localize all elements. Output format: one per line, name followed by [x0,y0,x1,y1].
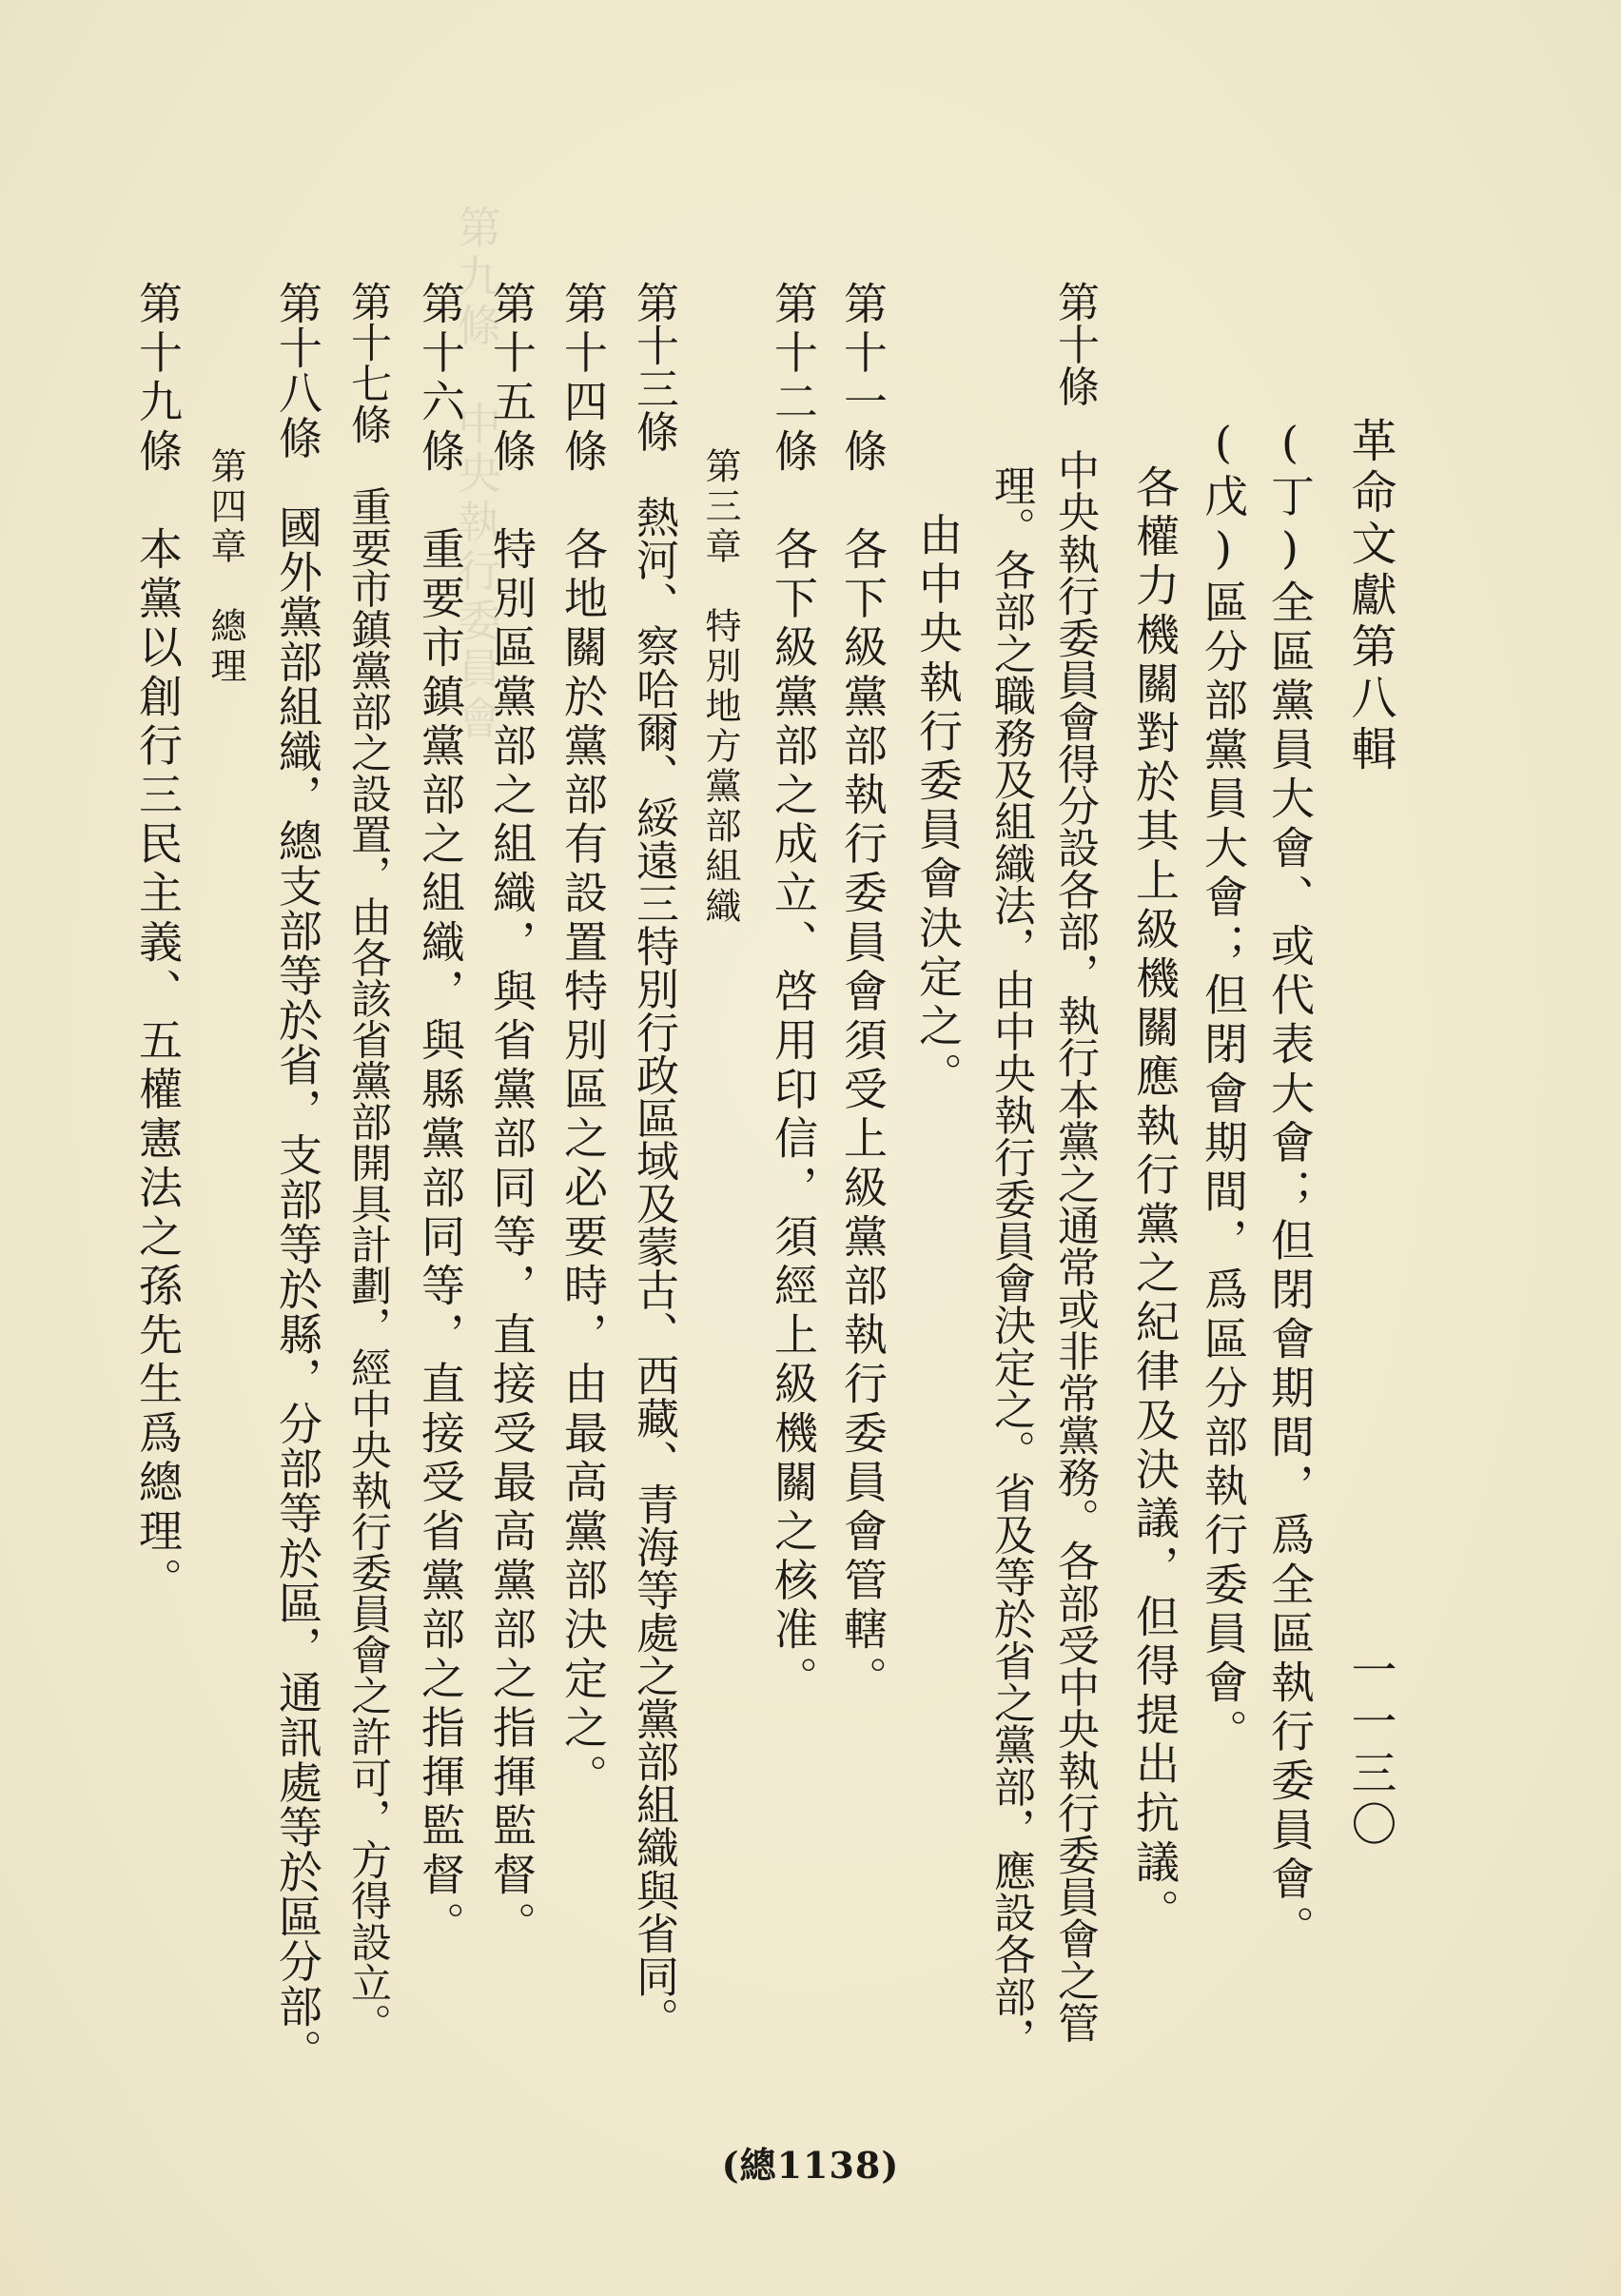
article-19: 第十九條 本黨以創行三民主義、五權憲法之孫先生爲總理。 [132,281,184,1607]
article-10-cont: 理。各部之職務及組織法，由中央執行委員會決定之。省及等於省之黨部，應設各部， [986,464,1035,2059]
chapter-3-heading: 第三章 特別地方黨部組織 [699,447,741,927]
chapter-4-heading: 第四章 總理 [205,447,246,687]
text-line-1: (丁)全區黨員大會、或代表大會；但閉會期間，爲全區執行委員會。 [1264,417,1316,1954]
article-15: 第十五條 特別區黨部之組織，與省黨部同等，直接受最高黨部之指揮監督。 [486,281,537,1951]
article-18: 第十八條 國外黨部組織，總支部等於省，支部等於縣，分部等於區，通訊處等於區分部。 [272,281,323,2073]
article-17: 第十七條 重要市鎮黨部之設置，由各該省黨部開具計劃，經中央執行委員會之許可，方得設立。 [344,281,392,2045]
text-line-2: (戊)區分部黨員大會；但閉會期間，爲區分部執行委員會。 [1198,417,1249,1758]
folio-number: (總1138) [721,2144,900,2187]
article-13: 第十三條 熱河、察哈爾、綏遠三特別行政區域及蒙古、西藏、青海等處之黨部組織與省同。 [629,281,679,2041]
bleed-through-text: 第九條 中央執行委員會 [451,205,502,745]
text-line-3: 各權力機關對於其上級機關應執行黨之紀律及決議，但得提出抗議。 [1129,464,1181,1937]
article-11: 第十一條 各下級黨部執行委員會須受上級黨部執行委員會管轄。 [837,281,889,1705]
article-14: 第十四條 各地關於黨部有設置特別區之必要時，由最高黨部決定之。 [557,281,609,1803]
article-10: 第十條 中央執行委員會得分設各部，執行本黨之通常或非常黨務。各部受中央執行委員會之管 [1050,281,1099,2044]
page-number: 一一三〇 [1343,1646,1396,1852]
running-header-title: 革命文獻第八輯 [1343,417,1396,776]
article-10-cont-2: 由中央執行委員會決定之。 [912,512,964,1102]
article-16: 第十六條 重要市鎮黨部之組織，與縣黨部同等，直接受省黨部之指揮監督。 [415,281,466,1951]
article-12: 第十二條 各下級黨部之成立、啓用印信，須經上級機關之核准。 [768,281,819,1705]
